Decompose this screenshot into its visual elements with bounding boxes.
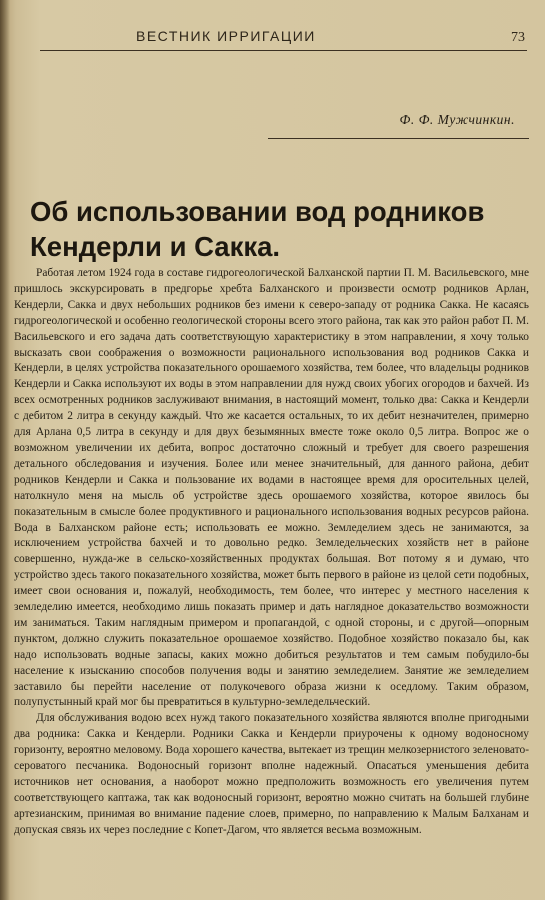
article-title: Об использовании вод родников Кендерли и Сакка. <box>30 196 485 262</box>
article-author: Ф. Ф. Мужчинкин. <box>399 112 515 127</box>
binding-shadow <box>0 0 10 900</box>
body-paragraph: Работая летом 1924 года в составе гидрогеологической Балханской партии П. М. Васильевского, мне пришлось экскурсировать в предгорье хребта Балханского и произвести осмотр родников Арлан, Кендерли, Сакка и двух небольших родников без имени к северо-западу от родника Сакка. Не касаясь гидрогеологической и особенно геологической стороны всего этого района, так как это район работ П. М. Васильевского и его задача дать соответствующую характеристику в этом направлении, я хочу только высказать свои соображения о возможности рационального использования вод родников Сакка и Кендерли, в целях устройства показательного орошаемого хозяйства, тем более, что владельцы родников Кендерли и Сакка используют их воды в этом направлении для нужд своих убогих огородов и бахчей. Из всех осмотренных родников заслуживают внимания, в настоящий момент, только два: Сакка и Кендерли с дебитом 2 литра в секунду каждый. Что же касается остальных, то их дебит незначителен, примерно для Арлана 0,5 литра в секунду и для двух безымянных вместе тоже около 0,5 литра. Вопрос же о возможном увеличении их дебита, вопрос достаточно сложный и требует для своего разрешения детального обследования и изучения. Более или менее значительный, для данного района, дебит родников Кендерли и Сакка и пользование их водами в настоящее время для оросительных целей, натолкнуло меня на мысль об устройстве здесь орошаемого хозяйства, которое явилось бы показательным в смысле более продуктивного и рационального использования водных ресурсов района. Вода в Балханском районе есть; использовать ее можно. Земледелием здесь не занимаются, за исключением устройства бахчей и то довольно редко. Земледельческих хозяйств нет в районе совершенно, нужда-же в сельско-хозяйственных продуктах большая. Вот потому я и думаю, что устройство здесь такого показательного хозяйства, может быть первого в районе из целой сети подобных, имеет свои основания и, пожалуй, необходимость, тем более, что интерес у местного населения к земледелию имеется, необходимо лишь показать пример и дать наглядное доказательство возможности им заниматься. Таким наглядным примером и пропагандой, с одной стороны, и с другой—опорным пунктом, должно служить показательное орошаемое хозяйство. Подобное хозяйство показало бы, как надо использовать водные запасы, каких можно добиться результатов и тем самым побудило-бы население к изысканию способов получения воды и занятию земледелием. Занятие же земледелием заставило бы перейти население от полукочевого образа жизни к оседлому. Таким образом, полупустынный край мог бы превратиться в культурно-земледельческий. <box>14 267 529 709</box>
running-title: ВЕСТНИК ИРРИГАЦИИ <box>136 28 316 44</box>
author-divider <box>268 138 529 139</box>
page-header <box>40 24 527 51</box>
body-paragraph: Для обслуживания водою всех нужд такого показательного хозяйства являются вполне пригодными два родника: Сакка и Кендерли. Родники Сакка и Кендерли приурочены к одному водоносному горизонту, вероятно меловому. Вода хорошего качества, вытекает из трещин мелкозернистого зеленовато-серoватого песчаника. Водоносный горизонт вполне надежный. Опасаться уменьшения дебита источников нет основания, а наоборот можно предположить возможность его увеличения путем соответствующего каптажа, так как водоносный горизонт, вероятно можно считать на большей глубине артезианским, принимая во внимание падение слоев, примерно, по направлению к Малым Балханам и допуская связь их через последние с Копет-Дагом, что является весьма возможным. <box>14 712 529 836</box>
article-body <box>14 266 529 839</box>
page-number: 73 <box>511 30 525 45</box>
